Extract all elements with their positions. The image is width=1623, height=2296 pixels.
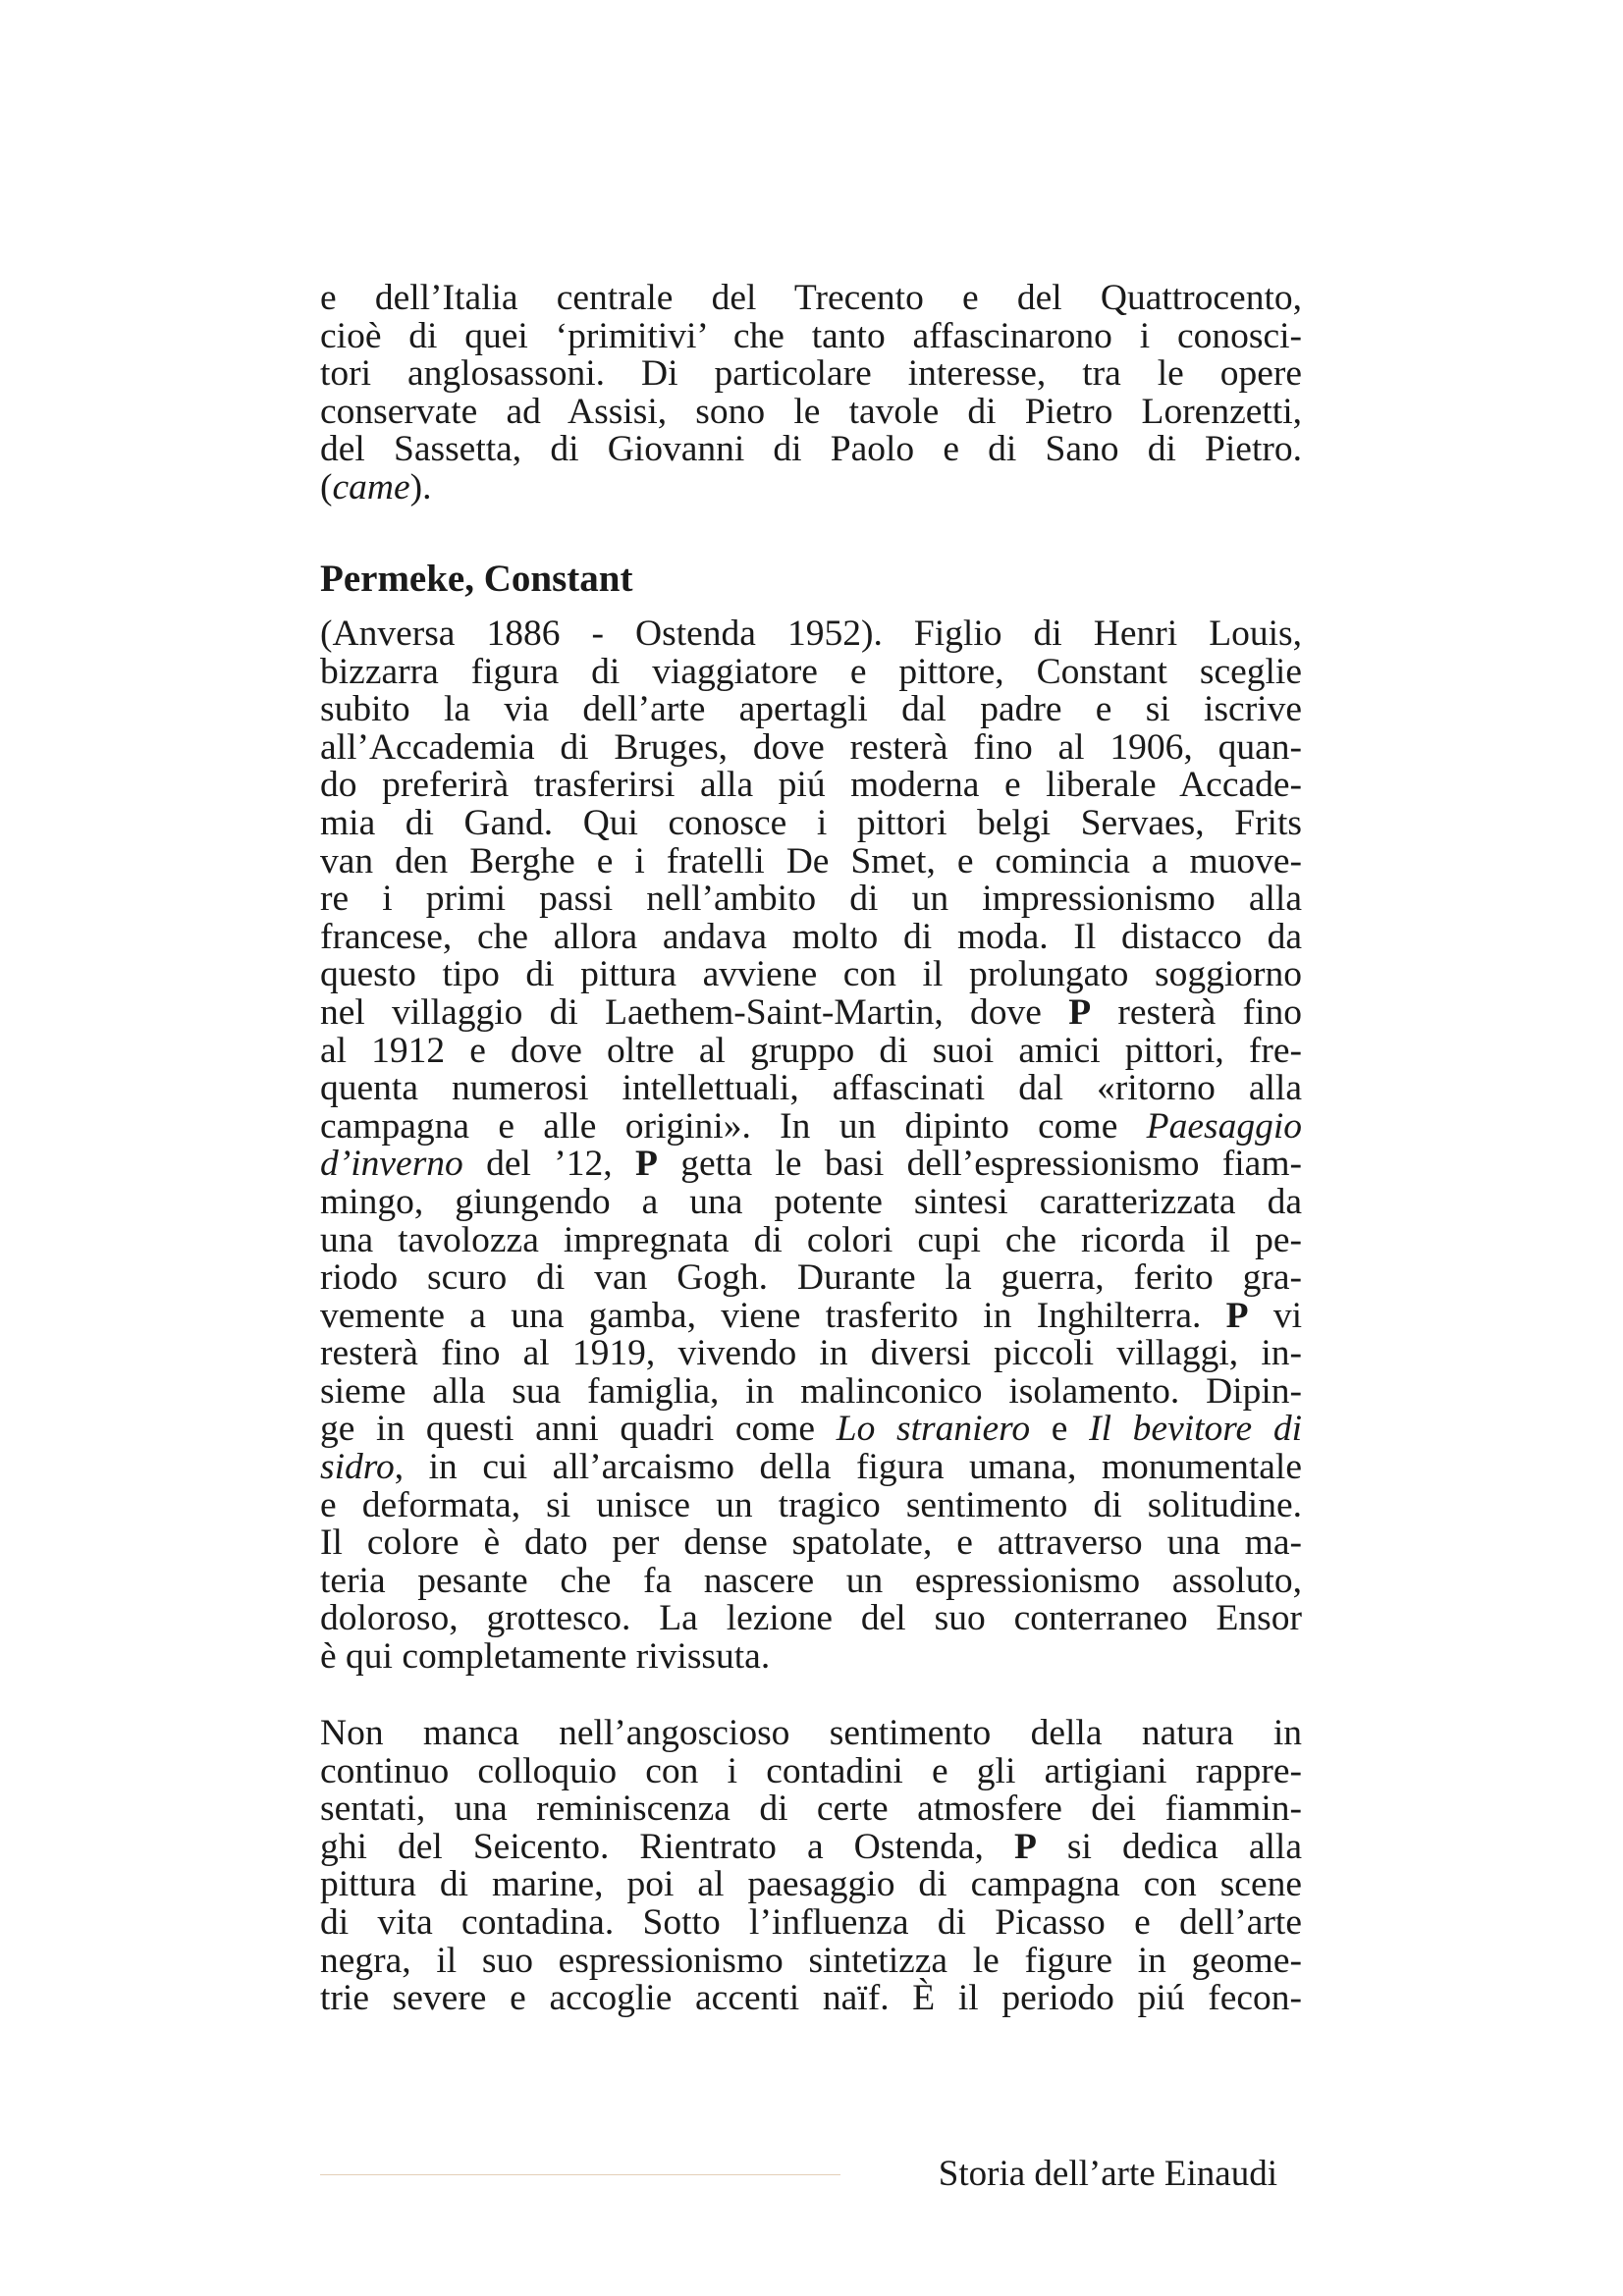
text-line: d’inverno del ’12, P getta le basi dell’espressionismo fiam-: [320, 1144, 1302, 1185]
text-line: questo tipo di pittura avviene con il prolungato soggiorno: [320, 954, 1302, 995]
italic-title: sidro: [320, 1447, 395, 1488]
text-line: ghi del Seicento. Rientrato a Ostenda, P si dedica alla: [320, 1826, 1302, 1867]
footer-rule: [320, 2174, 840, 2175]
text-line: all’Accademia di Bruges, dove resterà fino al 1906, quan-: [320, 726, 1302, 768]
entry-heading: Permeke, Constant: [320, 558, 633, 600]
entry-second-paragraph: [320, 1715, 1302, 2018]
text-line: campagna e alle origini». In un dipinto come Paesaggio: [320, 1105, 1302, 1147]
text-line: sieme alla sua famiglia, in malinconico isolamento. Dipin-: [320, 1370, 1302, 1412]
text-line: mia di Gand. Qui conosce i pittori belgi Servaes, Frits: [320, 802, 1302, 843]
text-line: riodo scuro di van Gogh. Durante la guerra, ferito gra-: [320, 1257, 1302, 1299]
text-line: ge in questi anni quadri come Lo straniero e Il bevitore di: [320, 1409, 1302, 1450]
text-line: bizzarra figura di viaggiatore e pittore, Constant sceglie: [320, 651, 1302, 692]
bold-initial: P: [1068, 991, 1092, 1033]
italic-title: came: [332, 466, 410, 507]
bold-initial: P: [634, 1144, 658, 1185]
text-line: cioè di quei ‘primitivi’ che tanto affascinarono i conosci-: [320, 315, 1302, 356]
text-line: (Anversa 1886 - Ostenda 1952). Figlio di Henri Louis,: [320, 614, 1302, 654]
text-line: subito la via dell’arte apertagli dal padre e si iscrive: [320, 689, 1302, 730]
text-line: una tavolozza impregnata di colori cupi che ricorda il pe-: [320, 1219, 1302, 1260]
text-line: do preferirà trasferirsi alla piú moderna e liberale Accade-: [320, 765, 1302, 806]
text-line: è qui completamente rivissuta.: [320, 1636, 771, 1678]
text-line: e deformata, si unisce un tragico sentimento di solitudine.: [320, 1484, 1302, 1525]
text-line: sidro, in cui all’arcaismo della figura umana, monumentale: [320, 1447, 1302, 1488]
text-line: vemente a una gamba, viene trasferito in Inghilterra. P vi: [320, 1295, 1302, 1336]
italic-title: Lo straniero: [836, 1409, 1031, 1450]
text-line: francese, che allora andava molto di moda. Il distacco da: [320, 916, 1302, 957]
text-line: teria pesante che fa nascere un espressionismo assoluto,: [320, 1560, 1302, 1601]
text-line: del Sassetta, di Giovanni di Paolo e di Sano di Pietro.: [320, 429, 1302, 470]
text-line: resterà fino al 1919, vivendo in diversi piccoli villaggi, in-: [320, 1333, 1302, 1374]
bold-initial: P: [1225, 1295, 1249, 1336]
text-line: pittura di marine, poi al paesaggio di campagna con scene: [320, 1864, 1302, 1905]
text-line: negra, il suo espressionismo sintetizza le figure in geome-: [320, 1940, 1302, 1981]
bold-initial: P: [1013, 1826, 1037, 1867]
entry-main-paragraph: [320, 615, 1302, 1677]
text-line: re i primi passi nell’ambito di un impressionismo alla: [320, 879, 1302, 920]
intro-paragraph: [320, 280, 1302, 507]
text-line: di vita contadina. Sotto l’influenza di Picasso e dell’arte: [320, 1901, 1302, 1943]
text-line: trie severe e accoglie accenti naïf. È il periodo piú fecon-: [320, 1978, 1302, 2019]
text-line: (came).: [320, 466, 432, 507]
italic-title: Il bevitore di: [1089, 1409, 1302, 1450]
footer-book-title: Storia dell’arte Einaudi: [938, 2154, 1277, 2194]
text-line: doloroso, grottesco. La lezione del suo conterraneo Ensor: [320, 1598, 1302, 1639]
text-line: nel villaggio di Laethem-Saint-Martin, dove P resterà fino: [320, 991, 1303, 1033]
text-line: van den Berghe e i fratelli De Smet, e comincia a muove-: [320, 840, 1302, 881]
text-line: Non manca nell’angoscioso sentimento della natura in: [320, 1713, 1302, 1753]
italic-title: d’inverno: [320, 1144, 463, 1185]
text-line: tori anglosassoni. Di particolare interesse, tra le opere: [320, 353, 1302, 395]
italic-title: Paesaggio: [1146, 1105, 1302, 1147]
text-line: conservate ad Assisi, sono le tavole di Pietro Lorenzetti,: [320, 391, 1302, 432]
text-line: quenta numerosi intellettuali, affascinati dal «ritorno alla: [320, 1068, 1302, 1109]
text-line: Il colore è dato per dense spatolate, e attraverso una ma-: [320, 1522, 1302, 1564]
text-line: e dell’Italia centrale del Trecento e del Quattrocento,: [320, 278, 1302, 318]
text-line: sentati, una reminiscenza di certe atmosfere dei fiammin-: [320, 1789, 1302, 1830]
text-line: al 1912 e dove oltre al gruppo di suoi amici pittori, fre-: [320, 1030, 1302, 1071]
text-line: mingo, giungendo a una potente sintesi caratterizzata da: [320, 1181, 1302, 1222]
text-line: continuo colloquio con i contadini e gli artigiani rappre-: [320, 1750, 1302, 1791]
